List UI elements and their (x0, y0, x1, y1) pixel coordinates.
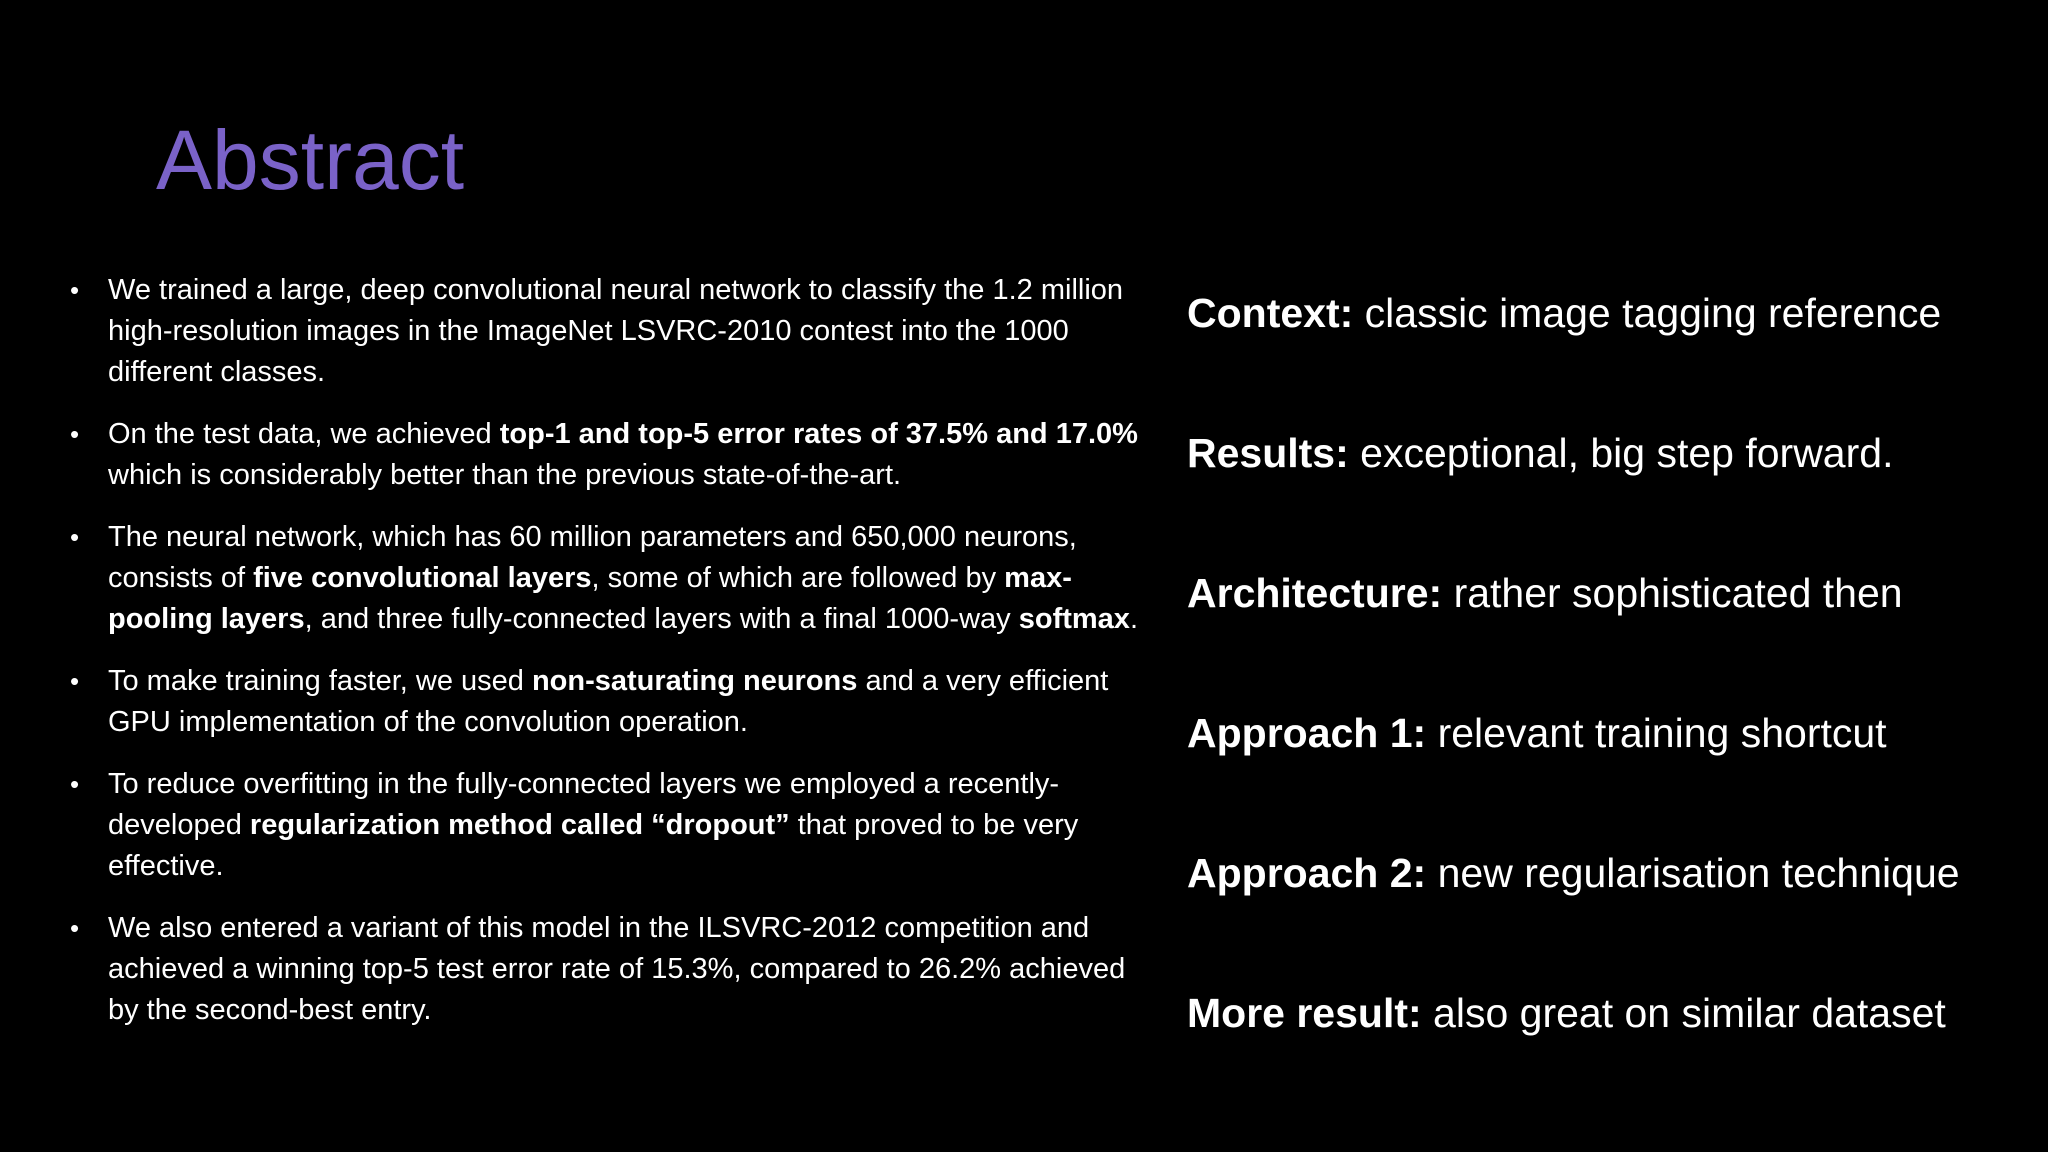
summary-item (1187, 698, 2027, 838)
bullet-text: , some of which are followed by (591, 562, 1005, 594)
summary-value: rather sophisticated then (1442, 570, 1903, 616)
abstract-bullet (68, 764, 1138, 887)
bullet-text: To reduce overfitting in the fully-connected layers we employed a recently-developed (108, 768, 1060, 841)
summary-value: relevant training shortcut (1426, 710, 1887, 756)
bullet-text: We trained a large, deep convolutional neural network to classify the 1.2 million high-resolution images in the ImageNet LSVRC-2010 contest into the 1000 different classes. (108, 274, 1124, 388)
bullet-text: which is considerably better than the previous state-of-the-art. (108, 459, 902, 491)
bullet-dot-icon: • (70, 769, 80, 799)
bullet-text: To make training faster, we used (108, 665, 532, 697)
bullet-dot-icon: • (70, 522, 80, 552)
bullet-bold-text: max-pooling layers (108, 562, 1072, 635)
abstract-bullet-list (68, 270, 1138, 1052)
summary-key: More result: (1187, 990, 1422, 1036)
bullet-bold-text: softmax (1018, 603, 1130, 635)
bullet-dot-icon: • (70, 419, 80, 449)
slide-title: Abstract (156, 113, 465, 207)
summary-key: Results: (1187, 430, 1349, 476)
bullet-text: that proved to be very effective. (108, 809, 1079, 882)
summary-value: classic image tagging reference (1353, 290, 1942, 336)
summary-value: new regularisation technique (1426, 850, 1960, 896)
summary-item (1187, 418, 2027, 558)
bullet-dot-icon: • (70, 913, 80, 943)
bullet-bold-text: non-saturating neurons (531, 665, 858, 697)
abstract-bullet (68, 517, 1138, 640)
summary-item (1187, 558, 2027, 698)
summary-key: Context: (1187, 290, 1354, 336)
summary-value: exceptional, big step forward. (1348, 430, 1894, 476)
summary-key: Approach 1: (1187, 710, 1427, 756)
summary-item (1187, 838, 2027, 978)
bullet-dot-icon: • (70, 275, 80, 305)
summary-item (1187, 278, 2027, 418)
abstract-bullet (68, 414, 1138, 496)
bullet-text: . (1129, 603, 1138, 635)
bullet-text: and a very efficient GPU implementation of the convolution operation. (108, 665, 1109, 738)
abstract-bullet (68, 270, 1138, 393)
bullet-dot-icon: • (70, 666, 80, 696)
bullet-text: The neural network, which has 60 million parameters and 650,000 neurons, consists of (108, 521, 1077, 594)
bullet-text: On the test data, we achieved (108, 418, 500, 450)
bullet-bold-text: top-1 and top-5 error rates of 37.5% and 17.0% (499, 418, 1138, 450)
bullet-text: , and three fully-connected layers with a final 1000-way (304, 603, 1019, 635)
summary-key: Approach 2: (1187, 850, 1427, 896)
summary-value: also great on similar dataset (1421, 990, 1946, 1036)
bullet-text: We also entered a variant of this model in the ILSVRC-2012 competition and achieved a winning top-5 test error rate of 15.3%, compared to 26.2% achieved by the second-best entry. (108, 912, 1126, 1026)
summary-key: Architecture: (1187, 570, 1443, 616)
bullet-bold-text: regularization method called “dropout” (249, 809, 790, 841)
bullet-bold-text: five convolutional layers (253, 562, 592, 594)
abstract-bullet (68, 908, 1138, 1031)
summary-item (1187, 978, 2027, 1118)
abstract-bullet (68, 661, 1138, 743)
summary-list (1187, 278, 2027, 1118)
